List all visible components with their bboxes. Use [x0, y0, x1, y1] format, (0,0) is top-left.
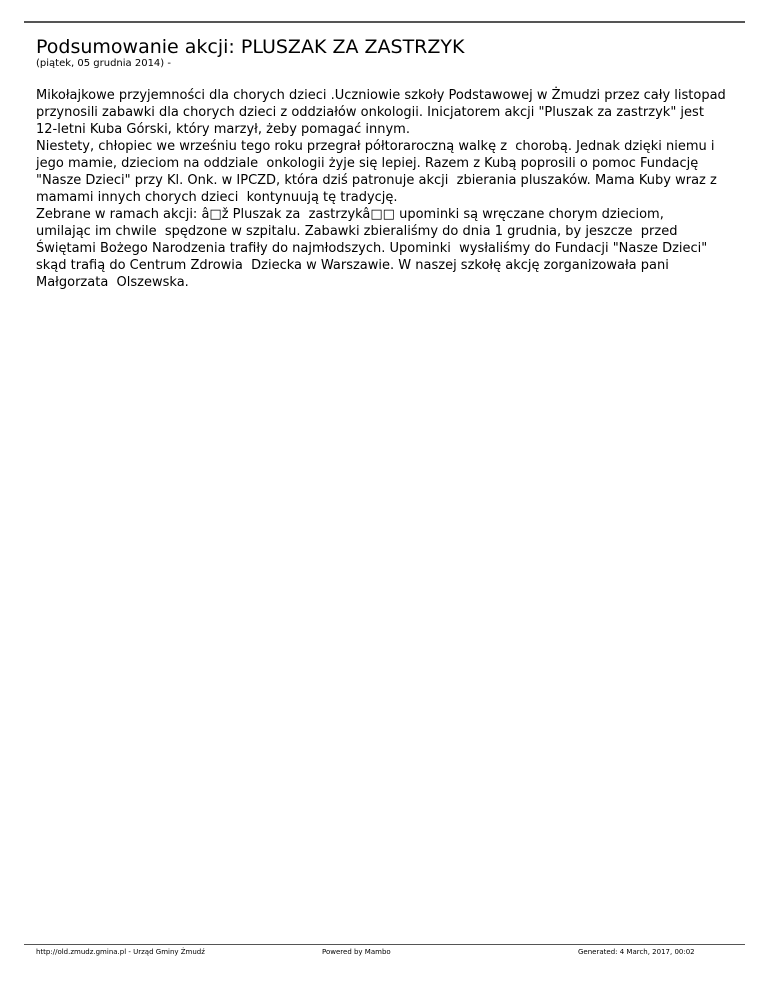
- footer-site-url: http://old.zmudz.gmina.pl - Urząd Gminy Żmudź: [36, 948, 205, 956]
- body-line: mamami innych chorych dzieci kontynuują tę tradycję.: [36, 190, 398, 205]
- article-body: [36, 87, 744, 291]
- top-divider: [24, 21, 745, 23]
- body-line: przynosili zabawki dla chorych dzieci z oddziałów onkologii. Inicjatorem akcji "Pluszak za zastrzyk" jest: [36, 105, 704, 120]
- body-line: skąd trafią do Centrum Zdrowia Dziecka w Warszawie. W naszej szkołę akcję zorganizowała pani: [36, 258, 669, 273]
- footer-powered-by: Powered by Mambo: [322, 948, 391, 956]
- body-line: umilając im chwile spędzone w szpitalu. Zabawki zbieraliśmy do dnia 1 grudnia, by jeszcze przed: [36, 224, 678, 239]
- body-line: Świętami Bożego Narodzenia trafiły do najmłodszych. Upominki wysłaliśmy do Fundacji "Nasze Dzieci": [36, 241, 708, 256]
- body-line: Niestety, chłopiec we wrześniu tego roku przegrał półtoraroczną walkę z chorobą. Jednak dzięki niemu i: [36, 139, 715, 154]
- body-line: Zebrane w ramach akcji: â□ž Pluszak za zastrzykâ□□ upominki są wręczane chorym dzieciom,: [36, 207, 664, 222]
- body-line: "Nasze Dzieci" przy Kl. Onk. w IPCZD, która dziś patronuje akcji zbierania pluszaków. Mama Kuby wraz z: [36, 173, 717, 188]
- article-title: Podsumowanie akcji: PLUSZAK ZA ZASTRZYK: [36, 36, 465, 58]
- body-line: Małgorzata Olszewska.: [36, 275, 189, 290]
- bottom-divider: [24, 944, 745, 945]
- body-line: Mikołajkowe przyjemności dla chorych dzieci .Uczniowie szkoły Podstawowej w Żmudzi przez cały listopad: [36, 88, 726, 103]
- article-date: (piątek, 05 grudnia 2014) -: [36, 58, 171, 69]
- footer-generated-date: Generated: 4 March, 2017, 00:02: [578, 948, 695, 956]
- body-line: jego mamie, dzieciom na oddziale onkologii żyje się lepiej. Razem z Kubą poprosili o pomoc Fundację: [36, 156, 699, 171]
- body-line: 12-letni Kuba Górski, który marzył, żeby pomagać innym.: [36, 122, 410, 137]
